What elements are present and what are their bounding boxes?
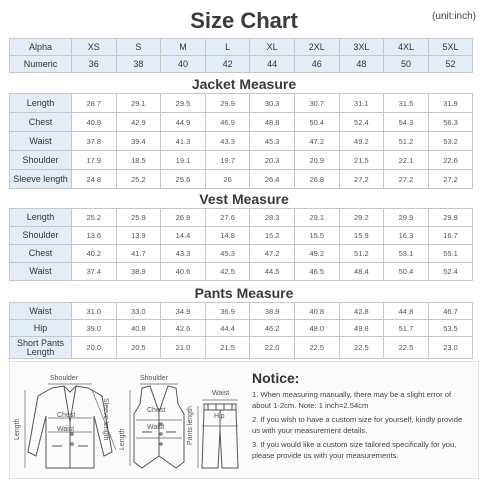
- table-cell: 51.7: [384, 320, 429, 337]
- row-label: Length: [10, 94, 72, 113]
- table-cell: 33.0: [116, 303, 161, 320]
- table-cell: 2XL: [294, 39, 339, 56]
- table-cell: 4XL: [384, 39, 429, 56]
- table-cell: 53.1: [384, 245, 429, 263]
- size-table: [9, 38, 473, 73]
- table-row: [10, 227, 473, 245]
- table-cell: 28.7: [72, 94, 117, 113]
- table-cell: 18.5: [116, 151, 161, 170]
- table-cell: 27.2: [384, 170, 429, 189]
- table-cell: 37.4: [72, 263, 117, 281]
- table-cell: 44: [250, 56, 295, 73]
- table-cell: 29.9: [205, 94, 250, 113]
- section-title-vest: Vest Measure: [199, 191, 289, 207]
- table-cell: 40.6: [161, 263, 206, 281]
- table-cell: 45.3: [205, 245, 250, 263]
- table-cell: 42.5: [205, 263, 250, 281]
- row-label: Short Pants Length: [10, 337, 72, 359]
- table-cell: 26.8: [161, 209, 206, 227]
- table-row: [10, 245, 473, 263]
- jacket-chest-label: Chest: [57, 412, 76, 419]
- table-cell: 40.2: [72, 245, 117, 263]
- vest-length-label: Length: [119, 428, 126, 450]
- table-cell: 13.6: [72, 227, 117, 245]
- table-cell: 22.5: [384, 337, 429, 359]
- row-label: Sleeve length: [10, 170, 72, 189]
- notice-title: Notice:: [252, 370, 300, 386]
- table-cell: 52.4: [339, 113, 384, 132]
- table-cell: 20.0: [72, 337, 117, 359]
- table-cell: 16.3: [384, 227, 429, 245]
- pants-hip-label: Hip: [214, 413, 225, 420]
- table-cell: 5XL: [428, 39, 473, 56]
- table-cell: 37.8: [72, 132, 117, 151]
- table-cell: 14.8: [205, 227, 250, 245]
- table-cell: 29.1: [294, 209, 339, 227]
- table-cell: 48.4: [339, 263, 384, 281]
- table-cell: 36.9: [205, 303, 250, 320]
- table-cell: 47.2: [250, 245, 295, 263]
- table-cell: 51.2: [384, 132, 429, 151]
- table-row: [10, 113, 473, 132]
- table-cell: 56.3: [428, 113, 473, 132]
- table-cell: 44.5: [250, 263, 295, 281]
- jacket-shoulder-label: Shoulder: [50, 375, 79, 382]
- table-cell: 25.2: [72, 209, 117, 227]
- table-cell: 47.2: [294, 132, 339, 151]
- table-cell: 26: [205, 170, 250, 189]
- table-cell: 39.0: [72, 320, 117, 337]
- table-cell: 46: [294, 56, 339, 73]
- table-row: [10, 132, 473, 151]
- table-cell: XS: [72, 39, 117, 56]
- table-cell: 28.3: [250, 209, 295, 227]
- table-cell: 40: [161, 56, 206, 73]
- row-label: Shoulder: [10, 227, 72, 245]
- table-cell: 38: [116, 56, 161, 73]
- notice-line: 2. If you wish to have a custom size for yourself, kindly provide: [252, 415, 463, 424]
- table-cell: 39.4: [116, 132, 161, 151]
- table-cell: 53.2: [428, 132, 473, 151]
- table-cell: 49.2: [339, 132, 384, 151]
- table-cell: 17.9: [72, 151, 117, 170]
- table-cell: 29.5: [161, 94, 206, 113]
- row-label: Chest: [10, 113, 72, 132]
- table-cell: 48: [339, 56, 384, 73]
- table-cell: 52.4: [428, 263, 473, 281]
- table-cell: 3XL: [339, 39, 384, 56]
- table-cell: 40.8: [294, 303, 339, 320]
- table-cell: 41.7: [116, 245, 161, 263]
- table-cell: 22.6: [428, 151, 473, 170]
- row-label: Chest: [10, 245, 72, 263]
- jacket-waist-label: Waist: [57, 426, 75, 433]
- table-cell: 41.3: [161, 132, 206, 151]
- table-cell: 55.1: [428, 245, 473, 263]
- table-cell: 31.9: [428, 94, 473, 113]
- table-cell: 20.9: [294, 151, 339, 170]
- table-cell: 29.9: [384, 209, 429, 227]
- table-cell: 38.9: [250, 303, 295, 320]
- table-cell: 30.7: [294, 94, 339, 113]
- notice-line: 1. When measuring manually, there may be a slight error of: [252, 390, 452, 399]
- table-cell: 46.9: [205, 113, 250, 132]
- row-label: Shoulder: [10, 151, 72, 170]
- notice-line: us with your measurement details.: [252, 426, 368, 435]
- unit-note: (unit:inch): [432, 11, 476, 22]
- table-cell: 31.0: [72, 303, 117, 320]
- table-cell: 30.3: [250, 94, 295, 113]
- table-cell: 52: [428, 56, 473, 73]
- table-cell: 19.1: [161, 151, 206, 170]
- table-cell: 27.2: [339, 170, 384, 189]
- table-cell: 25.6: [161, 170, 206, 189]
- table-cell: 50.4: [294, 113, 339, 132]
- table-cell: 25.2: [116, 170, 161, 189]
- table-cell: 27.6: [205, 209, 250, 227]
- table-cell: 36: [72, 56, 117, 73]
- jacket-sleeve-label: Sleeve length: [102, 398, 109, 441]
- section-title-jacket: Jacket Measure: [191, 76, 297, 92]
- table-row: [10, 39, 473, 56]
- table-cell: 49.8: [339, 320, 384, 337]
- table-cell: 25.9: [116, 209, 161, 227]
- table-cell: 51.2: [339, 245, 384, 263]
- table-cell: S: [116, 39, 161, 56]
- table-row: [10, 56, 473, 73]
- table-cell: 42.8: [339, 303, 384, 320]
- table-cell: 22.1: [384, 151, 429, 170]
- table-cell: 21.0: [161, 337, 206, 359]
- table-cell: 38.9: [116, 263, 161, 281]
- table-row: [10, 94, 473, 113]
- table-row: [10, 170, 473, 189]
- table-cell: 16.7: [428, 227, 473, 245]
- notice-line: 3. If you would like a custom size tailored specifically for you,: [252, 440, 457, 449]
- table-cell: 50.4: [384, 263, 429, 281]
- table-cell: 22.5: [294, 337, 339, 359]
- table-cell: L: [205, 39, 250, 56]
- table-cell: 23.0: [428, 337, 473, 359]
- table-cell: 29.1: [116, 94, 161, 113]
- table-row: [10, 209, 473, 227]
- table-cell: 50: [384, 56, 429, 73]
- page-title: Size Chart: [190, 8, 298, 33]
- table-cell: 42.6: [161, 320, 206, 337]
- pants-table: [9, 302, 473, 359]
- table-cell: 44.8: [384, 303, 429, 320]
- table-cell: M: [161, 39, 206, 56]
- table-cell: 19.7: [205, 151, 250, 170]
- table-cell: 27.2: [428, 170, 473, 189]
- table-cell: 48.0: [294, 320, 339, 337]
- table-row: [10, 320, 473, 337]
- vest-waist-label: Waist: [147, 424, 165, 431]
- table-cell: 40.9: [72, 113, 117, 132]
- table-cell: 20.3: [250, 151, 295, 170]
- pants-length-label: Pants length: [187, 406, 194, 445]
- notice-line: about 1-2cm. Note: 1 inch=2.54cm: [252, 401, 369, 410]
- table-cell: 14.4: [161, 227, 206, 245]
- table-cell: 46.2: [250, 320, 295, 337]
- table-cell: XL: [250, 39, 295, 56]
- table-cell: 31.5: [384, 94, 429, 113]
- jacket-table: [9, 93, 473, 189]
- vest-shoulder-label: Shoulder: [140, 375, 169, 382]
- table-cell: 43.3: [161, 245, 206, 263]
- table-cell: 31.1: [339, 94, 384, 113]
- table-cell: 26.4: [250, 170, 295, 189]
- table-cell: 15.9: [339, 227, 384, 245]
- table-cell: 44.9: [161, 113, 206, 132]
- table-row: [10, 151, 473, 170]
- pants-waist-label: Waist: [212, 390, 230, 397]
- table-cell: 13.9: [116, 227, 161, 245]
- vest-table: [9, 208, 473, 281]
- row-label: Hip: [10, 320, 72, 337]
- table-cell: 42.9: [116, 113, 161, 132]
- row-label: Length: [10, 209, 72, 227]
- table-cell: 53.5: [428, 320, 473, 337]
- vest-chest-label: Chest: [147, 407, 166, 414]
- table-cell: 24.8: [72, 170, 117, 189]
- row-label: Waist: [10, 303, 72, 320]
- table-cell: 43.3: [205, 132, 250, 151]
- table-cell: 42: [205, 56, 250, 73]
- table-cell: 45.3: [250, 132, 295, 151]
- notice-line: please provide us with your measurements.: [252, 451, 399, 460]
- table-cell: 54.3: [384, 113, 429, 132]
- table-cell: 20.5: [116, 337, 161, 359]
- section-title-pants: Pants Measure: [194, 285, 294, 301]
- table-cell: 29.9: [428, 209, 473, 227]
- table-row: [10, 263, 473, 281]
- pants-diagram-icon: [196, 396, 244, 472]
- table-cell: 21.5: [205, 337, 250, 359]
- table-cell: 48.8: [250, 113, 295, 132]
- table-cell: 22.5: [339, 337, 384, 359]
- table-cell: 15.5: [294, 227, 339, 245]
- table-cell: 15.2: [250, 227, 295, 245]
- table-cell: 26.8: [294, 170, 339, 189]
- row-label: Numeric: [10, 56, 72, 73]
- row-label: Waist: [10, 132, 72, 151]
- row-label: Alpha: [10, 39, 72, 56]
- table-row: [10, 337, 473, 359]
- table-cell: 46.7: [428, 303, 473, 320]
- table-cell: 40.8: [116, 320, 161, 337]
- table-cell: 29.2: [339, 209, 384, 227]
- table-cell: 21.5: [339, 151, 384, 170]
- table-cell: 46.5: [294, 263, 339, 281]
- table-row: [10, 303, 473, 320]
- table-cell: 49.2: [294, 245, 339, 263]
- jacket-length-label: Length: [14, 418, 21, 440]
- table-cell: 22.0: [250, 337, 295, 359]
- row-label: Waist: [10, 263, 72, 281]
- table-cell: 34.9: [161, 303, 206, 320]
- table-cell: 44.4: [205, 320, 250, 337]
